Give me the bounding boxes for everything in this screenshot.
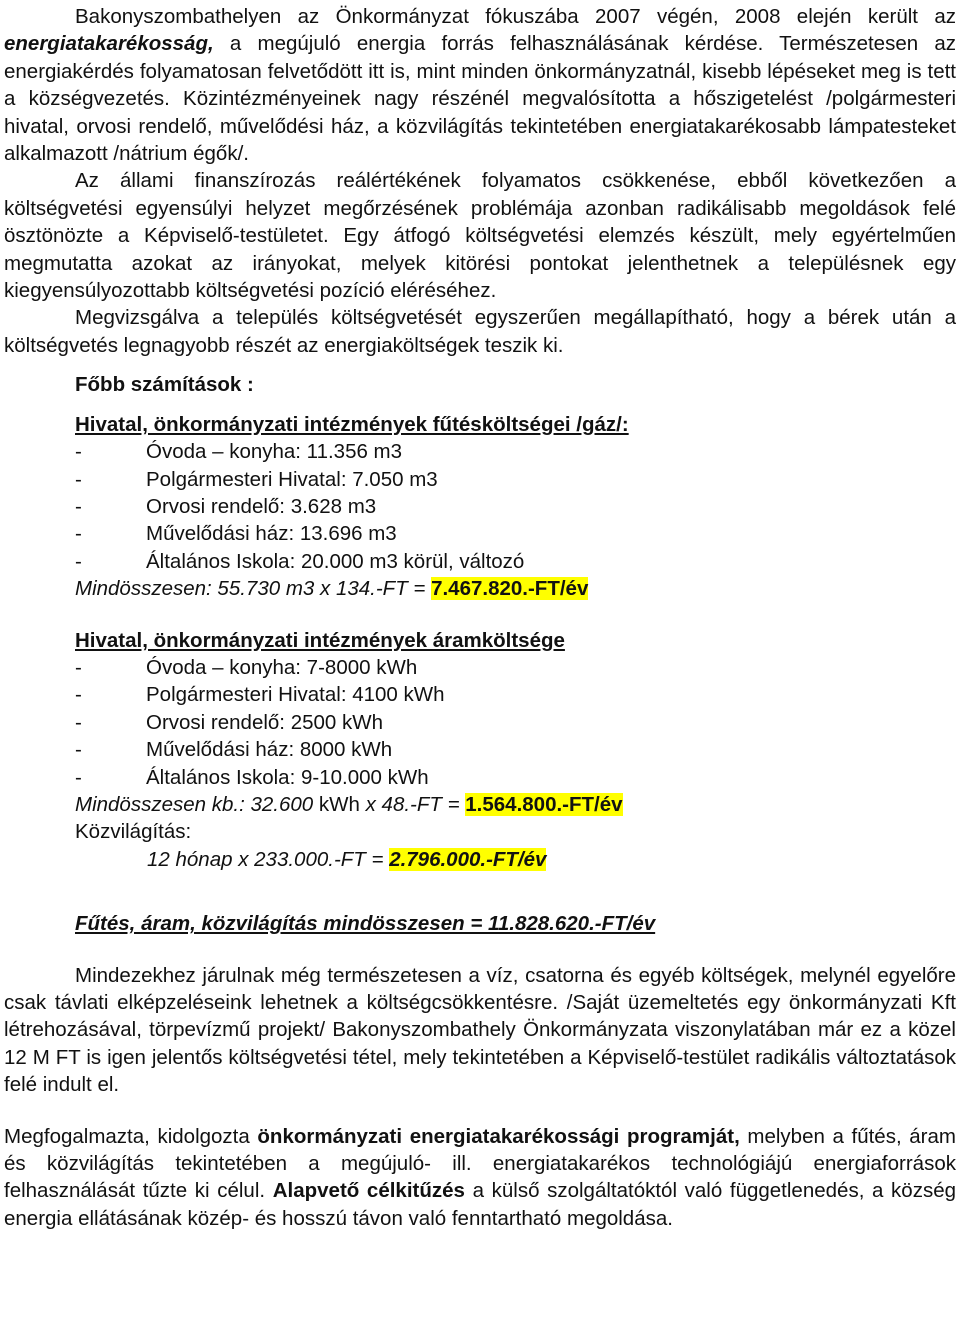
list-item-text: Polgármesteri Hivatal: 7.050 m3: [146, 467, 438, 491]
list-item: [75, 493, 960, 520]
list-item-text: Általános Iskola: 20.000 m3 körül, változó: [146, 549, 525, 573]
list-marker: -: [75, 494, 82, 518]
list-item-text: Óvoda – konyha: 7-8000 kWh: [146, 655, 418, 679]
electricity-total-value: 1.564.800.-FT/év: [465, 792, 623, 816]
list-marker: -: [75, 738, 82, 762]
heating-total: [75, 575, 960, 602]
heating-list: [75, 438, 960, 575]
list-item: [75, 548, 960, 575]
intro-emphasis: energiatakarékosság,: [4, 32, 214, 56]
street-lighting-calc: [147, 846, 960, 873]
grand-total: Fűtés, áram, közvilágítás mindösszesen = 11.828.620.-FT/év: [75, 912, 656, 936]
intro-text-b: a megújuló energia forrás felhasználásának kérdése. Természetesen az energiakérdés folyamatosan felvetődött itt is, mint minden önkormányzatnál, kisebb lépéseket meg is tett a községvezetés. Közintézményeinek nagy részénél megvalósította a hőszigetelést /polgármesteri hivatal, orvosi rendelő, művelődési ház, a közvilágítás tekintetében energiatakarékosabb lámpatesteket alkalmazott /nátrium égők/.: [4, 32, 956, 166]
street-lighting-calc-text: 12 hónap x 233.000.-FT =: [147, 847, 390, 871]
list-item-text: Művelődási ház: 13.696 m3: [146, 522, 397, 546]
intro-text-a: Bakonyszombathelyen az Önkormányzat fókuszába 2007 végén, 2008 elején került az: [75, 5, 956, 28]
street-lighting-label: Közvilágítás:: [75, 820, 192, 844]
list-item: [75, 466, 960, 493]
electricity-total-label-b: kWh: [313, 792, 366, 816]
list-marker: -: [75, 655, 82, 679]
list-marker: -: [75, 765, 82, 789]
list-marker: -: [75, 683, 82, 707]
closing-paragraph-2: [4, 1123, 956, 1233]
intro-paragraph-3: Megvizsgálva a település költségvetését egyszerűen megállapítható, hogy a bérek után a költségvetés legnagyobb részét az energiaköltségek teszik ki.: [4, 306, 956, 357]
list-marker: -: [75, 549, 82, 573]
list-item: [75, 438, 960, 465]
closing-text-a: Megfogalmazta, kidolgozta: [4, 1124, 258, 1148]
closing-paragraph-1: Mindezekhez járulnak még természetesen a víz, csatorna és egyéb költségek, melynél egyelőre csak távlati elképzeléseink lehetnek a költségcsökkentésre. /Saját üzemeltetés egy önkormányzati Kft létrehozásával, törpevízmű projekt/ Bakonyszombathely Önkormányzata viszonylatában már ez a közel 12 M FT is igen jelentős költségvetési tétel, mely tekintetében a Képviselő-testület radikális változtatások felé indult el.: [4, 963, 956, 1097]
electricity-total-label-c: x 48.-FT =: [365, 792, 466, 816]
list-item-text: Orvosi rendelő: 3.628 m3: [146, 494, 377, 518]
list-item-text: Orvosi rendelő: 2500 kWh: [146, 710, 384, 734]
list-item-text: Művelődási ház: 8000 kWh: [146, 738, 393, 762]
list-item: [75, 520, 960, 547]
street-lighting-value: 2.796.000.-FT/év: [389, 847, 547, 871]
list-marker: -: [75, 710, 82, 734]
list-item: [75, 736, 960, 763]
electricity-list: [75, 654, 960, 791]
intro-paragraph-2: Az állami finanszírozás reálértékének folyamatos csökkenése, ebből következően a költségvetési egyensúlyi helyzet megőrzésének problémája azonban radikálisabb megoldások felé ösztönözte a Képviselő-testületet. Egy átfogó költségvetési elemzés készült, mely egyértelműen megmutatta azokat az irányokat, melyek kitörési pontokat jelenthetnek a településnek egy kiegyensúlyozottabb költségvetési pozíció eléréséhez.: [4, 169, 956, 303]
list-item: [75, 764, 960, 791]
list-item: [75, 709, 960, 736]
heating-title: Hivatal, önkormányzati intézmények fűtésköltségei /gáz/:: [75, 412, 629, 436]
list-item-text: Óvoda – konyha: 11.356 m3: [146, 440, 403, 464]
list-item-text: Polgármesteri Hivatal: 4100 kWh: [146, 683, 445, 707]
closing-emphasis-a: önkormányzati energiatakarékossági programját,: [257, 1124, 740, 1148]
list-item: [75, 681, 960, 708]
electricity-title: Hivatal, önkormányzati intézmények áramköltsége: [75, 628, 565, 652]
closing-text-b: melyben a fűtés, áram és közvilágítás tekintetében a megújuló- ill. energiatakarékos technológiájú energiaforrások felhasználását tűzte ki célul.: [4, 1124, 956, 1203]
list-marker: -: [75, 467, 82, 491]
list-item-text: Általános Iskola: 9-10.000 kWh: [146, 765, 429, 789]
list-marker: -: [75, 440, 82, 464]
electricity-total: [75, 791, 960, 818]
list-item: [75, 654, 960, 681]
closing-text-c: a külső szolgáltatóktól való függetlenedés, a község energia ellátásának közép- és hosszú távon való fenntartható megoldása.: [4, 1179, 957, 1230]
list-marker: -: [75, 522, 82, 546]
heating-total-label: Mindösszesen: 55.730 m3 x 134.-FT =: [75, 577, 432, 601]
closing-emphasis-b: Alapvető célkitűzés: [272, 1179, 465, 1203]
heating-total-value: 7.467.820.-FT/év: [431, 577, 589, 601]
electricity-total-label-a: Mindösszesen kb.: 32.600: [75, 792, 314, 816]
calculations-title: Főbb számítások :: [75, 373, 254, 397]
intro-paragraph-1: [4, 3, 956, 167]
